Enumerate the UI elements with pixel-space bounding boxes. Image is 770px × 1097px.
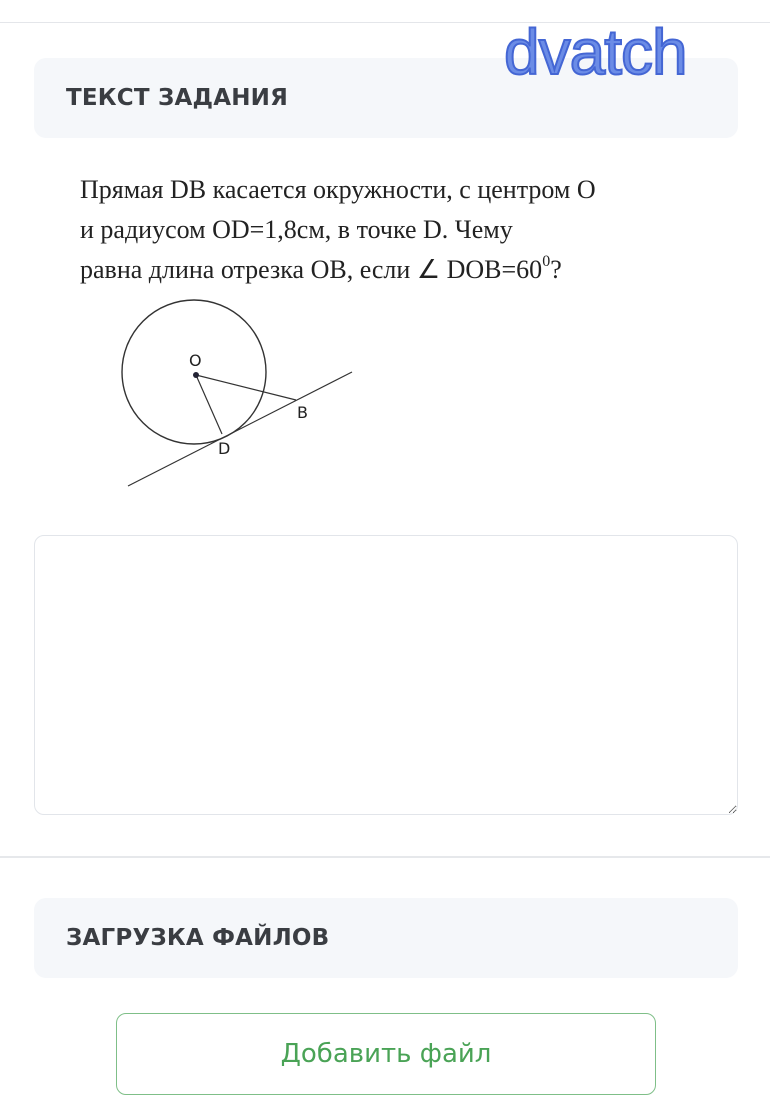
question-mark: ? (550, 255, 562, 284)
task-text-line-3-body: равна длина отрезка OB, если ∠ DOB=60 (80, 255, 543, 284)
segment-od (196, 375, 222, 434)
task-text-line-1: Прямая DB касается окружности, с центром О (80, 175, 596, 204)
file-upload-header (34, 898, 738, 978)
label-b: B (297, 403, 308, 422)
file-upload-title: ЗАГРУЗКА ФАЙЛОВ (66, 925, 330, 951)
label-o: O (189, 351, 202, 370)
answer-textarea[interactable] (34, 535, 738, 815)
task-text-line-3 (80, 250, 720, 290)
watermark: dvatch (504, 16, 687, 88)
label-d: D (218, 439, 231, 458)
degree-mark: 0 (542, 253, 551, 270)
circle-shape (122, 300, 266, 444)
task-text-title: ТЕКСТ ЗАДАНИЯ (66, 85, 289, 111)
segment-ob (196, 375, 296, 400)
task-text (80, 170, 720, 290)
add-file-button[interactable] (116, 1013, 656, 1095)
tangent-circle-figure (110, 290, 370, 490)
add-file-label: Добавить файл (280, 1039, 492, 1069)
task-text-line-2: и радиусом OD=1,8см, в точке D. Чему (80, 215, 513, 244)
section-divider (0, 856, 770, 858)
tangent-line (128, 372, 352, 486)
center-point (193, 372, 199, 378)
